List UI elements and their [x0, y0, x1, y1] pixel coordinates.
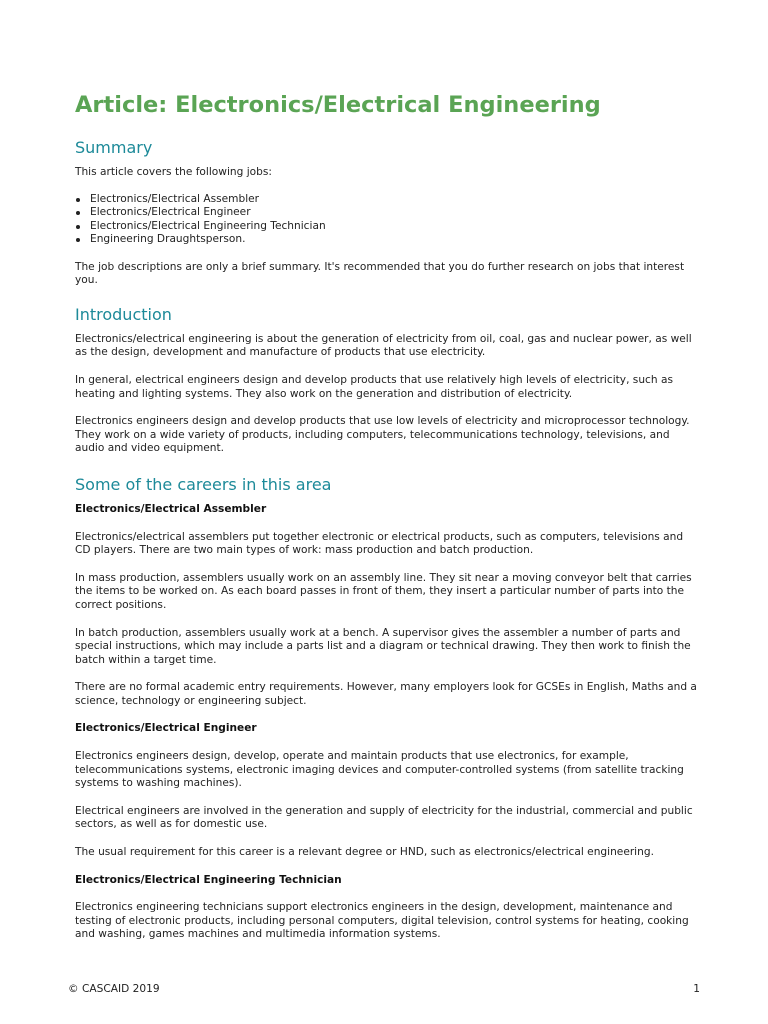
career-title-technician: Electronics/Electrical Engineering Technician	[75, 873, 342, 886]
career-paragraph: The usual requirement for this career is a relevant degree or HND, such as electronics/electrical engineering.	[75, 846, 654, 859]
career-title-assembler: Electronics/Electrical Assembler	[75, 502, 267, 515]
article-title: Article: Electronics/Electrical Engineering	[75, 92, 601, 118]
list-item: Electronics/Electrical Engineering Technician	[75, 220, 702, 234]
introduction-heading: Introduction	[75, 304, 172, 324]
list-item: Engineering Draughtsperson.	[75, 233, 702, 247]
career-paragraph: There are no formal academic entry requirements. However, many employers look for GCSEs in English, Maths and a science, technology or engineering subject.	[75, 681, 697, 707]
career-paragraph: Electronics/electrical assemblers put together electronic or electrical products, such as computers, televisions and CD players. There are two main types of work: mass production and batch production.	[75, 530, 684, 557]
jobs-list	[75, 193, 702, 247]
career-paragraph: Electrical engineers are involved in the generation and supply of electricity for the industrial, commercial and public sectors, as well as for domestic use.	[75, 804, 693, 831]
career-paragraph: In batch production, assemblers usually work at a bench. A supervisor gives the assembler a number of parts and special instructions, which may include a parts list and a diagram or technical drawing. They then work to finish the batch within a target time.	[75, 626, 691, 666]
page-number: 1	[693, 983, 700, 995]
career-paragraph: Electronics engineering technicians support electronics engineers in the design, development, maintenance and testing of electronic products, including personal computers, digital television, control systems for heating, cooking and washing, games machines and multimedia information systems.	[75, 901, 689, 941]
intro-paragraph: Electronics/electrical engineering is about the generation of electricity from oil, coal, gas and nuclear power, as well as the design, development and manufacture of products that use electricity.	[75, 332, 692, 359]
career-paragraph: In mass production, assemblers usually work on an assembly line. They sit near a moving conveyor belt that carries the items to be worked on. As each board passes in front of them, they insert a particular number of parts into the correct positions.	[75, 571, 692, 611]
intro-paragraph: Electronics engineers design and develop products that use low levels of electricity and microprocessor technology. They work on a wide variety of products, including computers, telecommunications technology, televisions, and audio and video equipment.	[75, 415, 690, 455]
careers-heading: Some of the careers in this area	[75, 474, 332, 494]
list-item: Electronics/Electrical Assembler	[75, 193, 702, 207]
summary-note: The job descriptions are only a brief summary. It's recommended that you do further research on jobs that interest you.	[75, 260, 685, 287]
career-title-engineer: Electronics/Electrical Engineer	[75, 722, 257, 735]
intro-paragraph: In general, electrical engineers design and develop products that use relatively high levels of electricity, such as heating and lighting systems. They also work on the generation and distribution of electricity.	[75, 373, 673, 400]
copyright-notice: © CASCAID 2019	[68, 983, 160, 995]
list-item: Electronics/Electrical Engineer	[75, 206, 702, 220]
career-paragraph: Electronics engineers design, develop, operate and maintain products that use electronics, for example, telecommunications systems, electronic imaging devices and computer-controlled systems (from satellite tracking systems to washing machines).	[75, 750, 684, 790]
summary-heading: Summary	[75, 138, 153, 157]
summary-intro: This article covers the following jobs:	[75, 166, 272, 178]
